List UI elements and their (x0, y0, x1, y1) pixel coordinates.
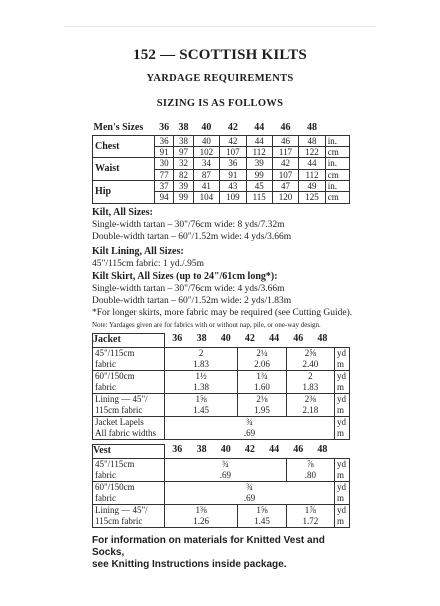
measure-cell: 102 (193, 146, 220, 157)
skirt-heading: Kilt Skirt, All Sizes (up to 24"/61cm long*): (92, 270, 278, 282)
knitting-info: For information on materials for Knitted Vest and Socks, see Knitting Instructions inside package. (92, 534, 325, 570)
unit-cell: cm (325, 192, 349, 203)
unit-cell: yd m (335, 393, 350, 416)
measure-cell: 41 (193, 180, 220, 191)
section-subtitle: YARDAGE REQUIREMENTS (146, 73, 294, 84)
unit-cell: yd m (335, 504, 350, 527)
yardage-cell: 2⅛ 1.95 (238, 393, 286, 416)
yardage-cell: 1⅝ 1.45 (238, 504, 286, 527)
size-col: 42 (244, 333, 255, 345)
fabric-label: 60"/150cm fabric (93, 370, 165, 393)
size-col: 38 (178, 122, 189, 133)
row-label: Waist (93, 158, 155, 181)
yardage-cell: 1⅞ 1.72 (286, 504, 334, 527)
measure-cell: 77 (155, 169, 174, 180)
measure-cell: 37 (155, 180, 174, 191)
size-col: 38 (196, 333, 207, 345)
measure-cell: 91 (155, 146, 174, 157)
row-label: Hip (93, 180, 155, 203)
unit-cell: yd m (335, 416, 350, 439)
yardage-cell: ⅞ .80 (286, 458, 334, 481)
measure-cell: 36 (220, 158, 247, 169)
lining-line: 45"/115cm fabric: 1 yd./.95m (92, 258, 204, 269)
jacket-table (92, 333, 350, 440)
vest-table (92, 444, 350, 528)
unit-cell: cm (325, 146, 349, 157)
measure-cell: 40 (193, 135, 220, 146)
yardage-cell: 2 1.83 (286, 370, 334, 393)
measure-cell: 42 (220, 135, 247, 146)
vest-header-row (93, 444, 350, 458)
measure-cell: 99 (174, 192, 193, 203)
unit-cell: yd m (335, 481, 350, 504)
vest-lining-row (93, 504, 350, 527)
size-col: 40 (220, 444, 231, 456)
jacket-label: Jacket (93, 333, 165, 347)
yardage-cell: 2⅝ 2.40 (286, 347, 334, 370)
measure-cell: 117 (272, 146, 299, 157)
measure-cell: 44 (299, 158, 326, 169)
yardage-cell: 1⅝ 1.45 (165, 393, 238, 416)
unit-cell: yd m (335, 458, 350, 481)
measure-cell: 47 (272, 180, 299, 191)
measure-cell: 109 (220, 192, 247, 203)
size-col: 40 (201, 122, 212, 133)
size-col: 46 (293, 444, 304, 456)
fabric-label: Lining — 45"/ 115cm fabric (93, 393, 165, 416)
size-col: 40 (220, 333, 231, 345)
size-col: 42 (244, 444, 255, 456)
vest-label: Vest (93, 444, 165, 458)
page-title: 152 — SCOTTISH KILTS (133, 47, 307, 63)
measure-cell: 125 (299, 192, 326, 203)
measure-cell: 32 (174, 158, 193, 169)
size-col: 48 (307, 122, 318, 133)
hip-row (93, 180, 350, 191)
lining-section (92, 246, 354, 270)
measure-cell: 38 (174, 135, 193, 146)
measure-cell: 49 (299, 180, 326, 191)
measure-cell: 122 (299, 146, 326, 157)
fabric-label: 45"/115cm fabric (93, 458, 165, 481)
measure-cell: 87 (193, 169, 220, 180)
yardage-cell: 1⅜ 1.26 (165, 504, 238, 527)
content-column (92, 122, 354, 571)
measure-cell: 112 (299, 169, 326, 180)
measure-cell: 107 (220, 146, 247, 157)
measure-cell: 43 (220, 180, 247, 191)
unit-cell: in. (325, 135, 349, 146)
yardage-cell: ¾ .69 (165, 416, 335, 439)
measure-cell: 42 (272, 158, 299, 169)
kilt-line: Double-width tartan – 60"/1.52m wide: 4 yds/3.66m (92, 231, 292, 242)
jacket-row (93, 393, 350, 416)
skirt-line: Double-width tartan – 60"/1.52m wide: 2 yds/1.83m (92, 295, 292, 306)
measure-cell: 99 (246, 169, 272, 180)
measure-cell: 30 (155, 158, 174, 169)
size-col: 46 (293, 333, 304, 345)
size-col: 42 (227, 122, 238, 133)
measure-cell: 44 (246, 135, 272, 146)
measure-cell: 46 (272, 135, 299, 146)
yardage-cell: ¾ .69 (165, 458, 287, 481)
unit-cell: yd m (335, 347, 350, 370)
yardage-note: Note: Yardages given are for fabrics with or without nap, pile, or one-way design. (92, 320, 321, 329)
measure-cell: 120 (272, 192, 299, 203)
size-col: 44 (269, 333, 280, 345)
yardage-cell: 2 1.83 (165, 347, 238, 370)
yardage-cell: ¾ .69 (165, 481, 335, 504)
sizes-label: Men's Sizes (93, 122, 144, 133)
jacket-row (93, 347, 350, 370)
kilt-line: Single-width tartan – 30"/76cm wide: 8 yds/7.32m (92, 219, 285, 230)
lining-heading: Kilt Lining, All Sizes: (92, 245, 184, 257)
size-col: 44 (269, 444, 280, 456)
jacket-header-row (93, 333, 350, 347)
unit-cell: in. (325, 158, 349, 169)
waist-row (93, 158, 350, 169)
unit-cell: yd m (335, 370, 350, 393)
measure-cell: 82 (174, 169, 193, 180)
vest-row (93, 458, 350, 481)
kilt-section (92, 207, 354, 243)
sizing-heading: SIZING IS AS FOLLOWS (156, 98, 284, 109)
fabric-label: Lining — 45"/ 115cm fabric (93, 504, 165, 527)
yardage-cell: 1½ 1.38 (165, 370, 238, 393)
mens-sizes-table (92, 122, 350, 204)
sizes-header-row (93, 122, 350, 135)
unit-cell: cm (325, 169, 349, 180)
measure-cell: 112 (246, 146, 272, 157)
skirt-footnote: *For longer skirts, more fabric may be required (see Cutting Guide). (92, 307, 353, 318)
size-col: 44 (254, 122, 265, 133)
unit-cell: in. (325, 180, 349, 191)
measure-cell: 91 (220, 169, 247, 180)
measure-cell: 48 (299, 135, 326, 146)
size-col: 46 (280, 122, 291, 133)
fabric-label: 45"/115cm fabric (93, 347, 165, 370)
yardage-cell: 1¾ 1.60 (238, 370, 286, 393)
row-label: Chest (93, 135, 155, 158)
measure-cell: 39 (174, 180, 193, 191)
measure-cell: 104 (193, 192, 220, 203)
jacket-lapels-row (93, 416, 350, 439)
fabric-label: Jacket Lapels All fabric widths (93, 416, 165, 439)
size-col: 38 (196, 444, 207, 456)
measure-cell: 45 (246, 180, 272, 191)
size-col: 48 (317, 333, 328, 345)
yardage-cell: 2¼ 2.06 (238, 347, 286, 370)
measure-cell: 94 (155, 192, 174, 203)
measure-cell: 36 (155, 135, 174, 146)
measure-cell: 34 (193, 158, 220, 169)
vest-row (93, 481, 350, 504)
chest-row (93, 135, 350, 146)
skirt-section (92, 271, 354, 319)
measure-cell: 97 (174, 146, 193, 157)
fabric-label: 60"/150cm fabric (93, 481, 165, 504)
yardage-cell: 2⅜ 2.18 (286, 393, 334, 416)
skirt-line: Single-width tartan – 30"/76cm wide: 4 yds/3.66m (92, 283, 285, 294)
measure-cell: 39 (246, 158, 272, 169)
jacket-row (93, 370, 350, 393)
top-divider (64, 26, 376, 27)
size-col: 36 (172, 444, 183, 456)
size-col: 36 (159, 122, 170, 133)
measure-cell: 107 (272, 169, 299, 180)
size-col: 36 (172, 333, 183, 345)
size-col: 48 (317, 444, 328, 456)
measure-cell: 115 (246, 192, 272, 203)
kilt-heading: Kilt, All Sizes: (92, 206, 153, 218)
